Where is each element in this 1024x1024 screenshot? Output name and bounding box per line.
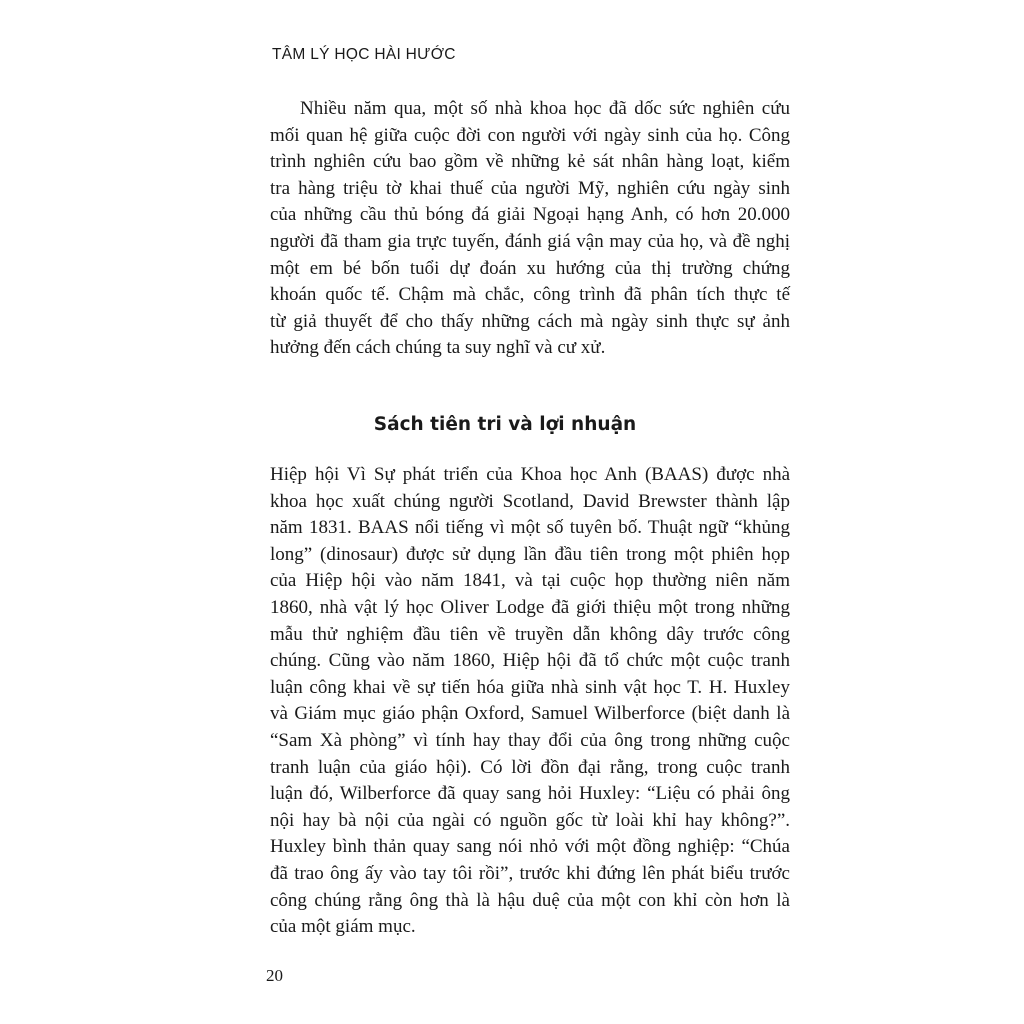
- paragraph-line: trình nghiên cứu bao gồm về những kẻ sát nhân hàng loạt, kiểm: [270, 151, 790, 173]
- paragraph-line: long” (dinosaur) được sử dụng lần đầu tiên trong một phiên họp: [270, 543, 790, 565]
- paragraph-line: từ giả thuyết để cho thấy những cách mà ngày sinh thực sự ảnh: [270, 310, 790, 332]
- paragraph-line: tranh luận của giáo hội). Có lời đồn đại rằng, trong cuộc tranh: [270, 756, 790, 778]
- paragraph-line: hưởng đến cách chúng ta suy nghĩ và cư xử.: [270, 337, 606, 359]
- paragraph-line: của những cầu thủ bóng đá giải Ngoại hạng Anh, có hơn 20.000: [270, 204, 790, 226]
- paragraph-line: người đã tham gia trực tuyến, đánh giá vận may của họ, và đề nghị: [270, 230, 790, 252]
- intro-paragraph: [270, 96, 790, 362]
- paragraph-line: Huxley bình thản quay sang nói nhỏ với một đồng nghiệp: “Chúa: [270, 836, 790, 858]
- paragraph-line: chúng. Cũng vào năm 1860, Hiệp hội đã tổ chức một cuộc tranh: [270, 650, 790, 672]
- paragraph-line: “Sam Xà phòng” vì tính hay thay đổi của ông trong những cuộc: [270, 729, 790, 751]
- paragraph-line: mẫu thử nghiệm đầu tiên về truyền dẫn không dây trước công: [270, 623, 790, 645]
- paragraph-line: tra hàng triệu tờ khai thuế của người Mỹ, nghiên cứu ngày sinh: [270, 177, 790, 199]
- paragraph-line: luận công khai về sự tiến hóa giữa nhà sinh vật học T. H. Huxley: [270, 676, 790, 698]
- paragraph-line: và Giám mục giáo phận Oxford, Samuel Wilberforce (biệt danh là: [270, 703, 790, 725]
- paragraph-line: 1860, nhà vật lý học Oliver Lodge đã giới thiệu một trong những: [270, 596, 790, 618]
- paragraph-line: một em bé bốn tuổi dự đoán xu hướng của thị trường chứng: [270, 257, 790, 279]
- paragraph-line: đã trao ông ấy vào tay tôi rồi”, trước khi đứng lên phát biểu trước: [270, 862, 790, 884]
- paragraph-line: Hiệp hội Vì Sự phát triển của Khoa học Anh (BAAS) được nhà: [270, 464, 790, 485]
- paragraph-line: Nhiều năm qua, một số nhà khoa học đã dốc sức nghiên cứu: [300, 98, 790, 119]
- paragraph-line: của Hiệp hội vào năm 1841, và tại cuộc họp thường niên năm: [270, 570, 790, 592]
- paragraph-line: công chúng rằng ông thà là hậu duệ của một con khỉ còn hơn là: [270, 889, 790, 911]
- paragraph-line: luận đó, Wilberforce đã quay sang hỏi Huxley: “Liệu có phải ông: [270, 783, 790, 805]
- paragraph-line: khoa học xuất chúng người Scotland, David Brewster thành lập: [270, 490, 790, 512]
- paragraph-line: của một giám mục.: [270, 916, 416, 938]
- page-number: 20: [266, 966, 283, 985]
- paragraph-line: khoán quốc tế. Chậm mà chắc, công trình đã phân tích thực tế: [270, 284, 790, 306]
- paragraph-line: mối quan hệ giữa cuộc đời con người với ngày sinh của họ. Công: [270, 124, 790, 146]
- running-header: TÂM LÝ HỌC HÀI HƯỚC: [272, 46, 456, 63]
- paragraph-line: năm 1831. BAAS nổi tiếng vì một số tuyên bố. Thuật ngữ “khủng: [270, 517, 790, 539]
- baas-paragraph: [270, 462, 790, 941]
- section-heading: Sách tiên tri và lợi nhuận: [373, 414, 637, 435]
- paragraph-line: nội hay bà nội của ngài có nguồn gốc từ loài khỉ hay không?”.: [270, 809, 790, 831]
